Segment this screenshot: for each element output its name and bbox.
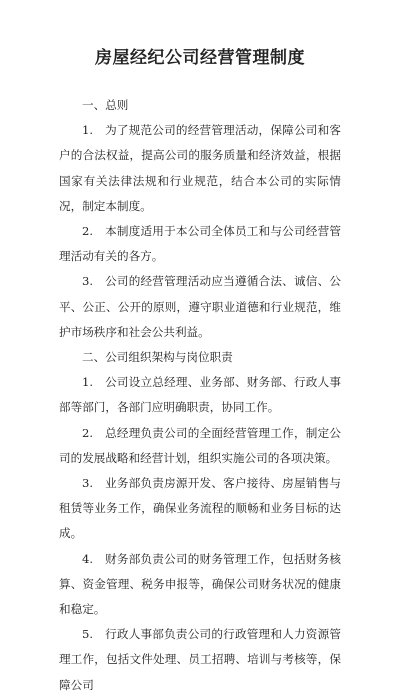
paragraph-2-3: 3. 业务部负责房源开发、客户接待、房屋销售与租赁等业务工作，确保业务流程的顺畅和业务目标的达成。: [59, 476, 341, 541]
paragraph-2-5: 5. 行政人事部负责公司的行政管理和人力资源管理工作，包括文件处理、员工招聘、培训与考核等，保障公司: [59, 627, 341, 692]
document-body: [59, 93, 341, 698]
section-heading-organization: 二、公司组织架构与岗位职责: [82, 350, 233, 365]
paragraph-2-2: 2. 总经理负责公司的全面经营管理工作，制定公司的发展战略和经营计划，组织实施公司的各项决策。: [59, 425, 341, 465]
paragraph-1-2: 2. 本制度适用于本公司全体员工和与公司经营管理活动有关的各方。: [59, 224, 341, 264]
document-title: 房屋经纪公司经营管理制度: [95, 48, 305, 68]
paragraph-2-4: 4. 财务部负责公司的财务管理工作，包括财务核算、资金管理、税务申报等，确保公司财务状况的健康和稳定。: [59, 551, 341, 617]
paragraph-2-1: 1. 公司设立总经理、业务部、财务部、行政人事部等部门，各部门应明确职责，协同工作。: [59, 375, 341, 415]
section-heading-general: 一、总则: [82, 98, 129, 112]
paragraph-1-3: 3. 公司的经营管理活动应当遵循合法、诚信、公平、公正、公开的原则，遵守职业道德和行业规范，维护市场秩序和社会公共利益。: [59, 274, 341, 339]
paragraph-1-1: 1. 为了规范公司的经营管理活动，保障公司和客户的合法权益，提高公司的服务质量和经济效益，根据国家有关法律法规和行业规范，结合本公司的实际情况，制定本制度。: [59, 123, 341, 213]
